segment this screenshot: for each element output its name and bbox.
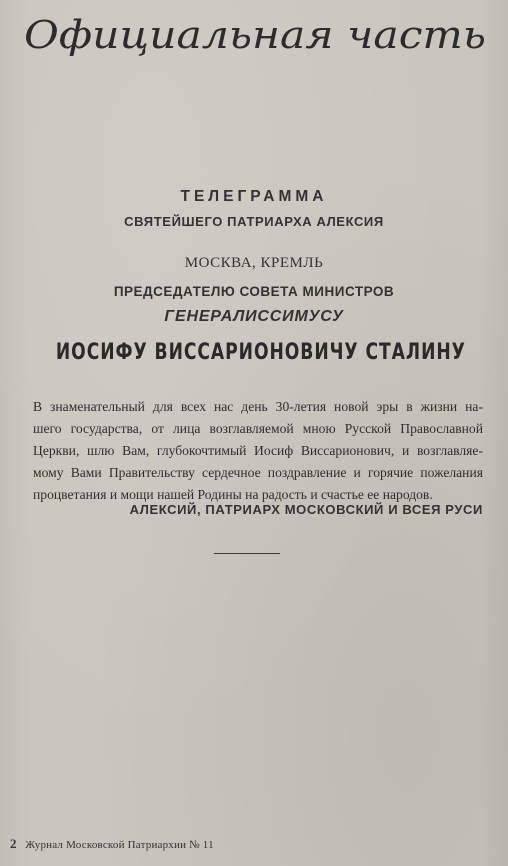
recipient-rank: ГЕНЕРАЛИССИМУСУ xyxy=(164,308,344,325)
recipient-name: ИОСИФУ ВИССАРИОНОВИЧУ СТАЛИНУ xyxy=(55,340,466,365)
page-number: 2 xyxy=(10,836,17,851)
telegram-sender: СВЯТЕЙШЕГО ПАТРИАРХА АЛЕКСИЯ xyxy=(124,214,384,229)
body-line: шего государства, от лица возглавляемой мною Русской Православной xyxy=(33,421,483,436)
handwritten-header-text: Официальная часть xyxy=(24,13,486,57)
telegram-heading: ТЕЛЕГРАММА xyxy=(180,188,328,205)
page-footer xyxy=(10,836,214,852)
telegram-signature: АЛЕКСИЙ, ПАТРИАРХ МОСКОВСКИЙ И ВСЕЯ РУСИ xyxy=(129,502,483,517)
telegram-address: МОСКВА, КРЕМЛЬ xyxy=(184,255,324,271)
section-divider xyxy=(214,553,280,554)
telegram-body xyxy=(33,396,483,506)
recipient-post: ПРЕДСЕДАТЕЛЮ СОВЕТА МИНИСТРОВ xyxy=(113,284,395,299)
journal-name: Журнал Московской Патриархии № 11 xyxy=(25,839,214,851)
body-line: мому Вами Правительству сердечное поздравление и горячие пожелания xyxy=(33,465,483,480)
body-line: Церкви, шлю Вам, глубокочтимый Иосиф Виссарионович, и возглавляе- xyxy=(33,443,483,458)
handwritten-header xyxy=(22,2,492,64)
body-line: В знаменательный для всех нас день 30-летия новой эры в жизни на- xyxy=(33,399,483,414)
body-line: процветания и мощи нашей Родины на радость и счастье ее народов. xyxy=(33,487,433,502)
